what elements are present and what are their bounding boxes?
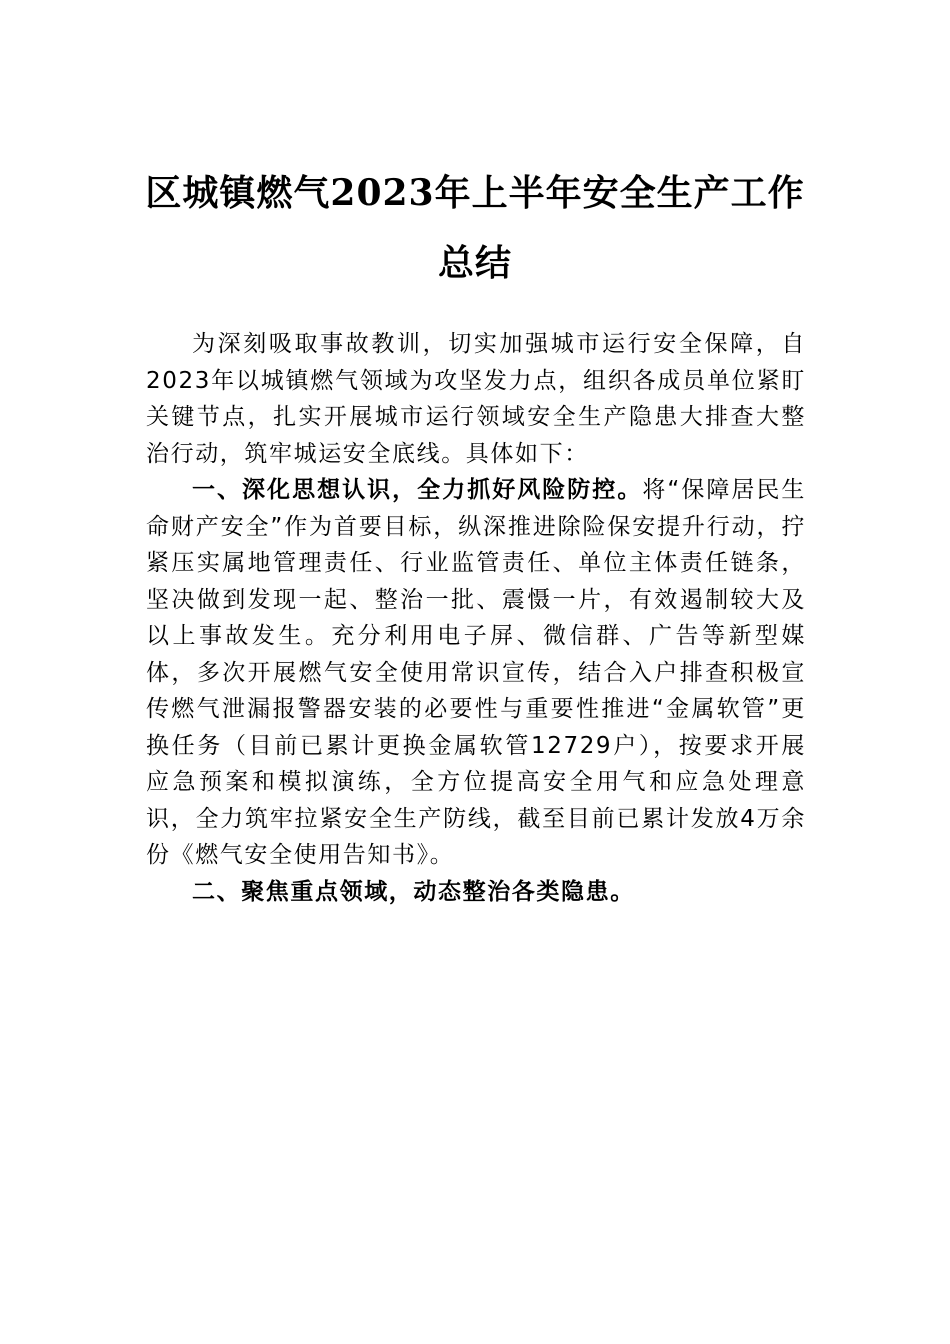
- section-1-body: 将“保障居民生命财产安全”作为首要目标，纵深推进除险保安提升行动，拧紧压实属地管理责任、行业监管责任、单位主体责任链条，坚决做到发现一起、整治一批、震慑一片，有效遏制较大及以上事故发生。充分利用电子屏、微信群、广告等新型媒体，多次开展燃气安全使用常识宣传，结合入户排查积极宣传燃气泄漏报警器安装的必要性与重要性推进“金属软管”更换任务（目前已累计更换金属软管12729户），按要求开展应急预案和模拟演练，全方位提高安全用气和应急处理意识，全力筑牢拉紧安全生产防线，截至目前已累计发放4万余份《燃气安全使用告知书》。: [146, 477, 806, 868]
- section-1-heading: 一、深化思想认识，全力抓好风险防控。: [192, 477, 643, 503]
- intro-paragraph: 为深刻吸取事故教训，切实加强城市运行安全保障，自2023年以城镇燃气领域为攻坚发力点，组织各成员单位紧盯关键节点，扎实开展城市运行领域安全生产隐患大排查大整治行动，筑牢城运安全底线。具体如下：: [146, 331, 806, 467]
- section-2-heading: 二、聚焦重点领域，动态整治各类隐患。: [192, 878, 635, 905]
- document-title: 区城镇燃气2023年上半年安全生产工作总结: [145, 172, 805, 284]
- section-1-paragraph: [146, 472, 806, 874]
- document-body: [146, 326, 806, 910]
- section-2-paragraph: [146, 874, 806, 911]
